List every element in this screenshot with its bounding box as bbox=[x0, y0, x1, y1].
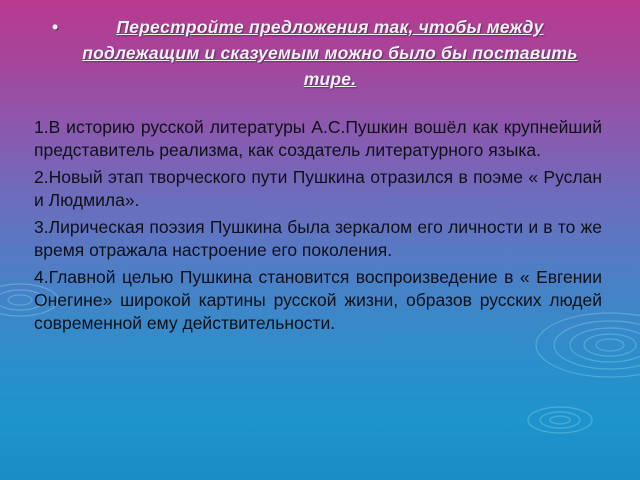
list-item: 4.Главной целью Пушкина становится воспроизведение в « Евгении Онегине» широкой картины русской жизни, образов русских людей современной ему действительности. bbox=[34, 267, 602, 333]
sentence-list bbox=[34, 116, 602, 339]
title-bullet: • bbox=[52, 17, 59, 37]
list-item: 3.Лирическая поэзия Пушкина была зеркалом его личности и в то же время отражала настроение его поколения. bbox=[34, 217, 602, 260]
list-item: 2.Новый этап творческого пути Пушкина отразился в поэме « Руслан и Людмила». bbox=[34, 167, 602, 210]
slide-title-text: Перестройте предложения так, чтобы между подлежащим и сказуемым можно было бы поставить тире. bbox=[82, 17, 578, 89]
slide-title bbox=[52, 14, 604, 92]
list-item: 1.В историю русской литературы А.С.Пушкин вошёл как крупнейший представитель реализма, как создатель литературного языка. bbox=[34, 117, 602, 160]
